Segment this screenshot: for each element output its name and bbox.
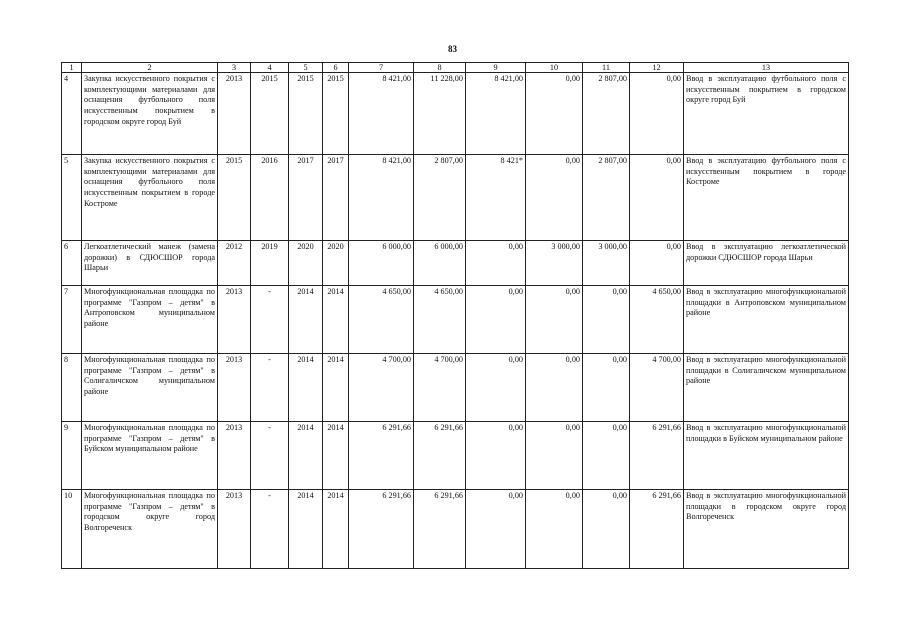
header-row <box>62 63 849 73</box>
cell-col12: 0,00 <box>630 155 684 241</box>
row-number: 10 <box>62 490 82 569</box>
cell-col7: 6 291,66 <box>349 422 414 490</box>
cell-col8: 2 807,00 <box>414 155 466 241</box>
cell-col7: 8 421,00 <box>349 73 414 155</box>
expected-result: Ввод в эксплуатацию многофункциональной площадки в городском округе город Волгореченск <box>684 490 849 569</box>
cell-col11: 0,00 <box>583 490 630 569</box>
cell-col5: 2014 <box>289 490 323 569</box>
cell-col12: 6 291,66 <box>630 490 684 569</box>
cell-col7: 4 700,00 <box>349 354 414 422</box>
cell-col11: 2 807,00 <box>583 73 630 155</box>
cell-col4: - <box>251 490 289 569</box>
cell-col5: 2014 <box>289 354 323 422</box>
cell-col7: 4 650,00 <box>349 286 414 354</box>
cell-col8: 6 000,00 <box>414 241 466 286</box>
object-name: Многофункциональная площадка по программе "Газпром – детям" в Солигаличском муниципальном районе <box>82 354 218 422</box>
col-header-4: 4 <box>251 63 289 73</box>
cell-col5: 2017 <box>289 155 323 241</box>
col-header-7: 7 <box>349 63 414 73</box>
cell-col4: 2019 <box>251 241 289 286</box>
col-header-12: 12 <box>630 63 684 73</box>
cell-col11: 0,00 <box>583 422 630 490</box>
cell-col10: 0,00 <box>526 490 583 569</box>
cell-col3: 2013 <box>218 73 251 155</box>
cell-col12: 6 291,66 <box>630 422 684 490</box>
row-number: 8 <box>62 354 82 422</box>
cell-col12: 4 700,00 <box>630 354 684 422</box>
cell-col10: 0,00 <box>526 286 583 354</box>
cell-col9: 8 421* <box>466 155 526 241</box>
cell-col3: 2012 <box>218 241 251 286</box>
col-header-8: 8 <box>414 63 466 73</box>
object-name: Многофункциональная площадка по программе "Газпром – детям" в Буйском муниципальном районе <box>82 422 218 490</box>
cell-col6: 2017 <box>323 155 349 241</box>
cell-col12: 0,00 <box>630 73 684 155</box>
cell-col5: 2015 <box>289 73 323 155</box>
cell-col10: 3 000,00 <box>526 241 583 286</box>
col-header-5: 5 <box>289 63 323 73</box>
cell-col3: 2013 <box>218 490 251 569</box>
cell-col9: 0,00 <box>466 422 526 490</box>
cell-col3: 2013 <box>218 354 251 422</box>
table-row <box>62 73 849 155</box>
row-number: 7 <box>62 286 82 354</box>
row-number: 6 <box>62 241 82 286</box>
cell-col4: 2016 <box>251 155 289 241</box>
cell-col3: 2015 <box>218 155 251 241</box>
object-name: Закупка искусственного покрытия с комплектующими материалами для оснащения футбольного поля искусственным покрытием в городе Костроме <box>82 155 218 241</box>
cell-col6: 2014 <box>323 286 349 354</box>
cell-col9: 0,00 <box>466 241 526 286</box>
cell-col9: 0,00 <box>466 286 526 354</box>
table-row <box>62 490 849 569</box>
col-header-11: 11 <box>583 63 630 73</box>
cell-col11: 0,00 <box>583 354 630 422</box>
row-number: 5 <box>62 155 82 241</box>
cell-col6: 2014 <box>323 422 349 490</box>
col-header-1: 1 <box>62 63 82 73</box>
expected-result: Ввод в эксплуатацию многофункциональной площадки в Антроповском муниципальном районе <box>684 286 849 354</box>
expected-result: Ввод в эксплуатацию многофункциональной площадки в Солигаличском муниципальном районе <box>684 354 849 422</box>
row-number: 4 <box>62 73 82 155</box>
object-name: Многофункциональная площадка по программе "Газпром – детям" в Антроповском муниципальном районе <box>82 286 218 354</box>
cell-col6: 2014 <box>323 490 349 569</box>
cell-col4: 2015 <box>251 73 289 155</box>
cell-col4: - <box>251 354 289 422</box>
object-name: Легкоатлетический манеж (замена дорожки) в СДЮСШОР города Шарьи <box>82 241 218 286</box>
col-header-13: 13 <box>684 63 849 73</box>
cell-col6: 2014 <box>323 354 349 422</box>
cell-col8: 4 700,00 <box>414 354 466 422</box>
table-row <box>62 155 849 241</box>
cell-col11: 3 000,00 <box>583 241 630 286</box>
cell-col5: 2014 <box>289 286 323 354</box>
program-table <box>61 62 849 569</box>
cell-col3: 2013 <box>218 422 251 490</box>
row-number: 9 <box>62 422 82 490</box>
cell-col7: 6 000,00 <box>349 241 414 286</box>
cell-col9: 8 421,00 <box>466 73 526 155</box>
table-row <box>62 354 849 422</box>
expected-result: Ввод в эксплуатацию футбольного поля с искусственным покрытием в городе Костроме <box>684 155 849 241</box>
expected-result: Ввод в эксплуатацию многофункциональной площадки в Буйском муниципальном районе <box>684 422 849 490</box>
object-name: Многофункциональная площадка по программе "Газпром – детям" в городском округе город Волгореченск <box>82 490 218 569</box>
cell-col11: 0,00 <box>583 286 630 354</box>
cell-col4: - <box>251 286 289 354</box>
cell-col8: 4 650,00 <box>414 286 466 354</box>
table-row <box>62 422 849 490</box>
cell-col12: 4 650,00 <box>630 286 684 354</box>
col-header-3: 3 <box>218 63 251 73</box>
cell-col6: 2020 <box>323 241 349 286</box>
col-header-10: 10 <box>526 63 583 73</box>
col-header-9: 9 <box>466 63 526 73</box>
cell-col5: 2014 <box>289 422 323 490</box>
cell-col11: 2 807,00 <box>583 155 630 241</box>
cell-col10: 0,00 <box>526 155 583 241</box>
cell-col12: 0,00 <box>630 241 684 286</box>
object-name: Закупка искусственного покрытия с комплектующими материалами для оснащения футбольного поля искусственным покрытием в городском округе город Буй <box>82 73 218 155</box>
table-row <box>62 286 849 354</box>
col-header-2: 2 <box>82 63 218 73</box>
table-row <box>62 241 849 286</box>
expected-result: Ввод в эксплуатацию футбольного поля с искусственным покрытием в городском округе город Буй <box>684 73 849 155</box>
expected-result: Ввод в эксплуатацию легкоатлетической дорожки СДЮСШОР города Шарьи <box>684 241 849 286</box>
cell-col8: 11 228,00 <box>414 73 466 155</box>
col-header-6: 6 <box>323 63 349 73</box>
page-number: 83 <box>448 44 457 54</box>
cell-col7: 6 291,66 <box>349 490 414 569</box>
cell-col8: 6 291,66 <box>414 422 466 490</box>
cell-col8: 6 291,66 <box>414 490 466 569</box>
cell-col10: 0,00 <box>526 422 583 490</box>
cell-col9: 0,00 <box>466 354 526 422</box>
cell-col5: 2020 <box>289 241 323 286</box>
cell-col4: - <box>251 422 289 490</box>
cell-col10: 0,00 <box>526 73 583 155</box>
cell-col10: 0,00 <box>526 354 583 422</box>
cell-col7: 8 421,00 <box>349 155 414 241</box>
cell-col9: 0,00 <box>466 490 526 569</box>
cell-col3: 2013 <box>218 286 251 354</box>
cell-col6: 2015 <box>323 73 349 155</box>
